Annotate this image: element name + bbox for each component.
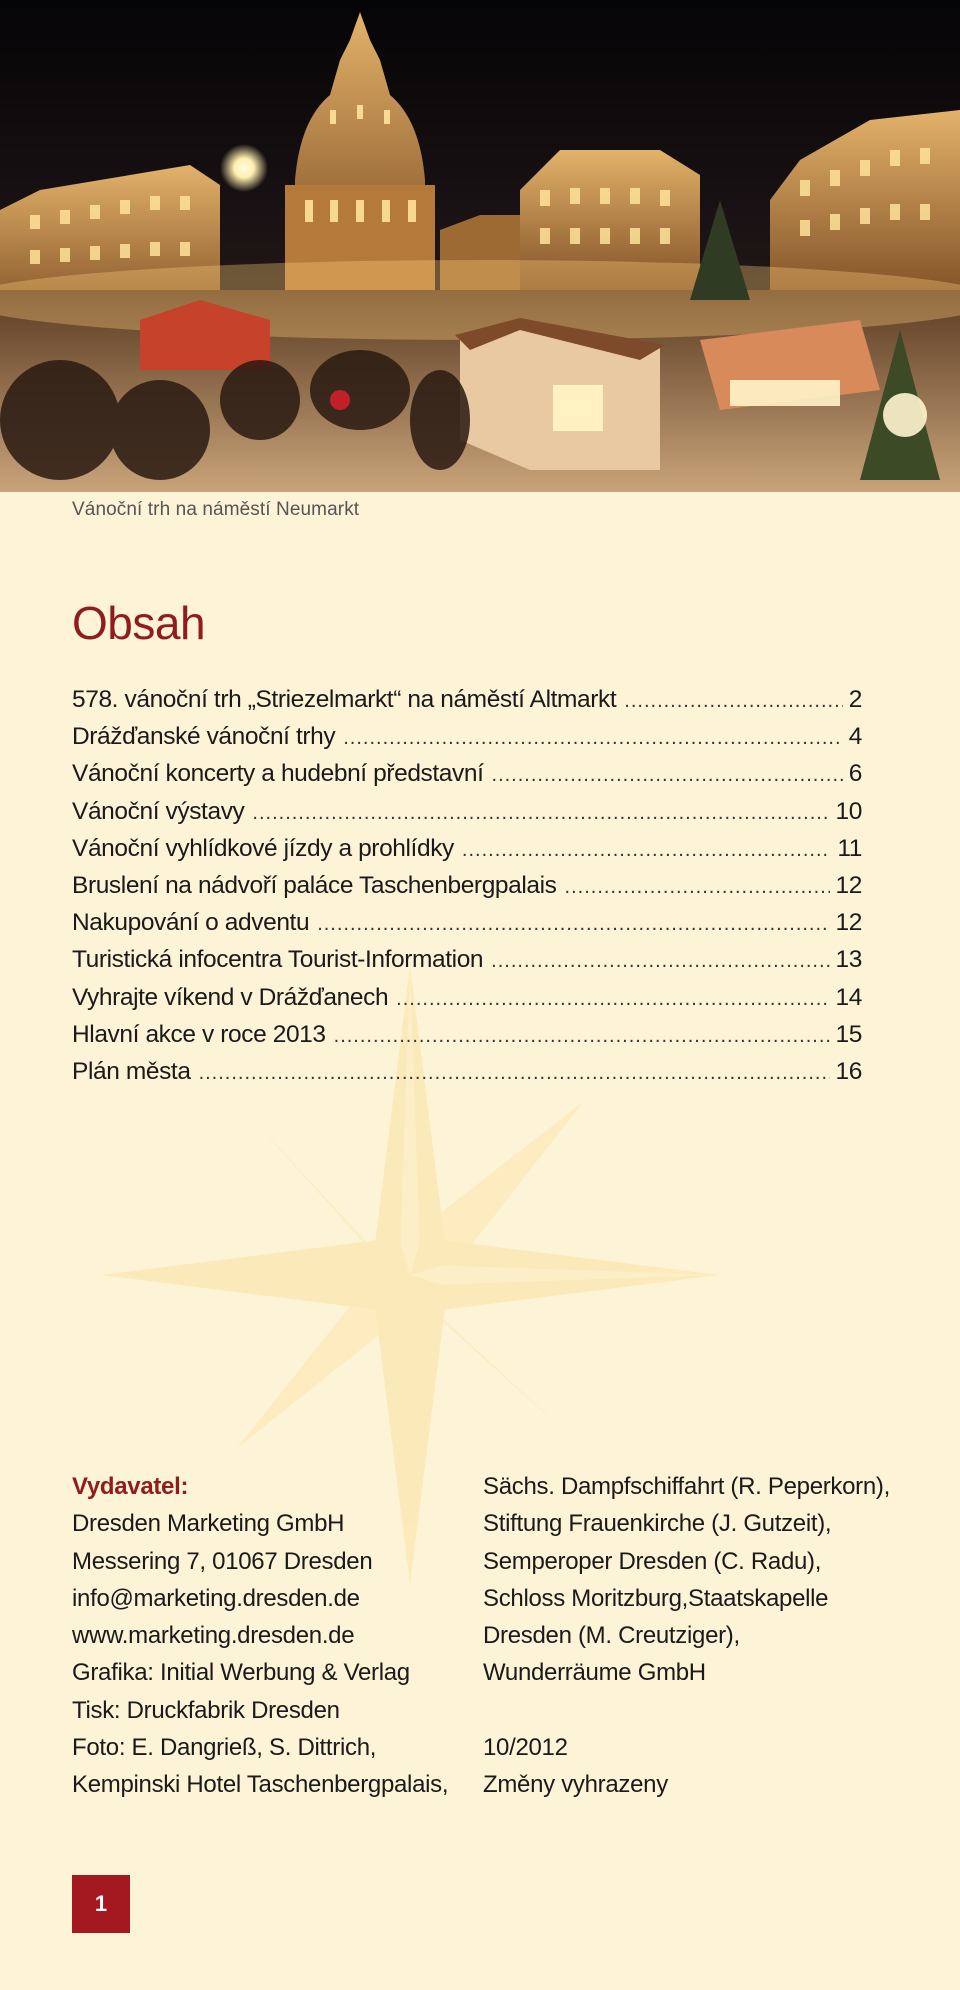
toc-entry[interactable] — [72, 760, 862, 797]
toc-entry-page: 10 — [835, 797, 862, 825]
dot-leader — [252, 802, 829, 825]
toc-entry-page: 4 — [848, 723, 862, 751]
toc-entry-title: Vyhrajte víkend v Drážďanech — [72, 983, 389, 1011]
dot-leader — [317, 913, 829, 936]
toc-entry[interactable] — [72, 946, 862, 983]
imprint-right-column — [483, 1468, 890, 1804]
dot-leader — [396, 988, 829, 1011]
imprint-line: Grafika: Initial Werbung & Verlag — [72, 1659, 410, 1687]
imprint-line: Sächs. Dampfschiffahrt (R. Peperkorn), — [483, 1473, 890, 1500]
toc-entry[interactable] — [72, 723, 862, 760]
toc-entry[interactable] — [72, 984, 862, 1021]
toc-entry[interactable] — [72, 686, 862, 723]
imprint-line: Kempinski Hotel Taschenbergpalais, — [72, 1771, 449, 1799]
imprint-line: Dresden Marketing GmbH — [72, 1510, 345, 1538]
toc-entry[interactable] — [72, 1021, 862, 1058]
imprint-line: Semperoper Dresden (C. Radu), — [483, 1547, 822, 1575]
toc-entry-page: 14 — [835, 983, 862, 1011]
imprint-date: 10/2012 — [483, 1734, 568, 1762]
toc-entry-page: 12 — [835, 909, 862, 937]
dot-leader — [565, 876, 830, 899]
imprint-line: Dresden (M. Creutziger), — [483, 1622, 740, 1650]
toc-entry[interactable] — [72, 1058, 862, 1095]
photo-caption: Vánoční trh na náměstí Neumarkt — [72, 499, 360, 520]
toc-entry-page: 11 — [837, 834, 862, 862]
toc-entry[interactable] — [72, 835, 862, 872]
dot-leader — [462, 839, 831, 862]
toc-entry-title: Drážďanské vánoční trhy — [72, 723, 336, 751]
toc-entry-page: 13 — [835, 946, 862, 974]
dot-leader — [624, 690, 842, 713]
toc-entry-title: Plán města — [72, 1057, 191, 1085]
page-number-badge: 1 — [72, 1875, 130, 1933]
dot-leader — [491, 950, 829, 973]
imprint-left-column — [72, 1468, 448, 1804]
toc-entry-title: Vánoční koncerty a hudební představní — [72, 760, 484, 788]
dot-leader — [334, 1025, 830, 1048]
imprint-website[interactable]: www.marketing.dresden.de — [72, 1622, 355, 1650]
dot-leader — [343, 727, 843, 750]
imprint-line: Wunderräume GmbH — [483, 1659, 706, 1687]
imprint-line: Foto: E. Dangrieß, S. Dittrich, — [72, 1734, 377, 1762]
toc-entry[interactable] — [72, 798, 862, 835]
header-photo-christmas-market — [0, 0, 960, 492]
spacer — [483, 1692, 890, 1729]
toc-title: Obsah — [72, 597, 206, 649]
photo-illustration — [0, 0, 960, 492]
toc-entry-page: 6 — [848, 760, 862, 788]
toc-entry[interactable] — [72, 872, 862, 909]
imprint-note: Změny vyhrazeny — [483, 1771, 668, 1799]
imprint-line: Messering 7, 01067 Dresden — [72, 1547, 373, 1575]
toc-entry-page: 16 — [835, 1057, 862, 1085]
imprint-line: Stiftung Frauenkirche (J. Gutzeit), — [483, 1510, 832, 1538]
toc-entry-title: Hlavní akce v roce 2013 — [72, 1020, 326, 1048]
toc-entry-title: Bruslení na nádvoří paláce Taschenbergpalais — [72, 871, 557, 899]
imprint-line: Schloss Moritzburg,Staatskapelle — [483, 1584, 829, 1612]
toc-entry-page: 15 — [835, 1020, 862, 1048]
toc-entry-title: Nakupování o adventu — [72, 909, 310, 937]
toc-entry-page: 12 — [835, 871, 862, 899]
imprint-line: Tisk: Druckfabrik Dresden — [72, 1696, 340, 1724]
imprint-email[interactable]: info@marketing.dresden.de — [72, 1584, 360, 1612]
toc-entry-title: Vánoční výstavy — [72, 797, 245, 825]
toc-entry-title: Vánoční vyhlídkové jízdy a prohlídky — [72, 834, 454, 862]
dot-leader — [199, 1062, 830, 1085]
toc-entry-page: 2 — [848, 686, 862, 713]
toc-entry[interactable] — [72, 909, 862, 946]
toc-entry-title: 578. vánoční trh „Striezelmarkt“ na náměstí Altmarkt — [72, 686, 617, 713]
publisher-heading: Vydavatel: — [72, 1473, 189, 1500]
dot-leader — [492, 764, 843, 787]
table-of-contents — [72, 686, 862, 1095]
toc-entry-title: Turistická infocentra Tourist-Information — [72, 946, 484, 974]
